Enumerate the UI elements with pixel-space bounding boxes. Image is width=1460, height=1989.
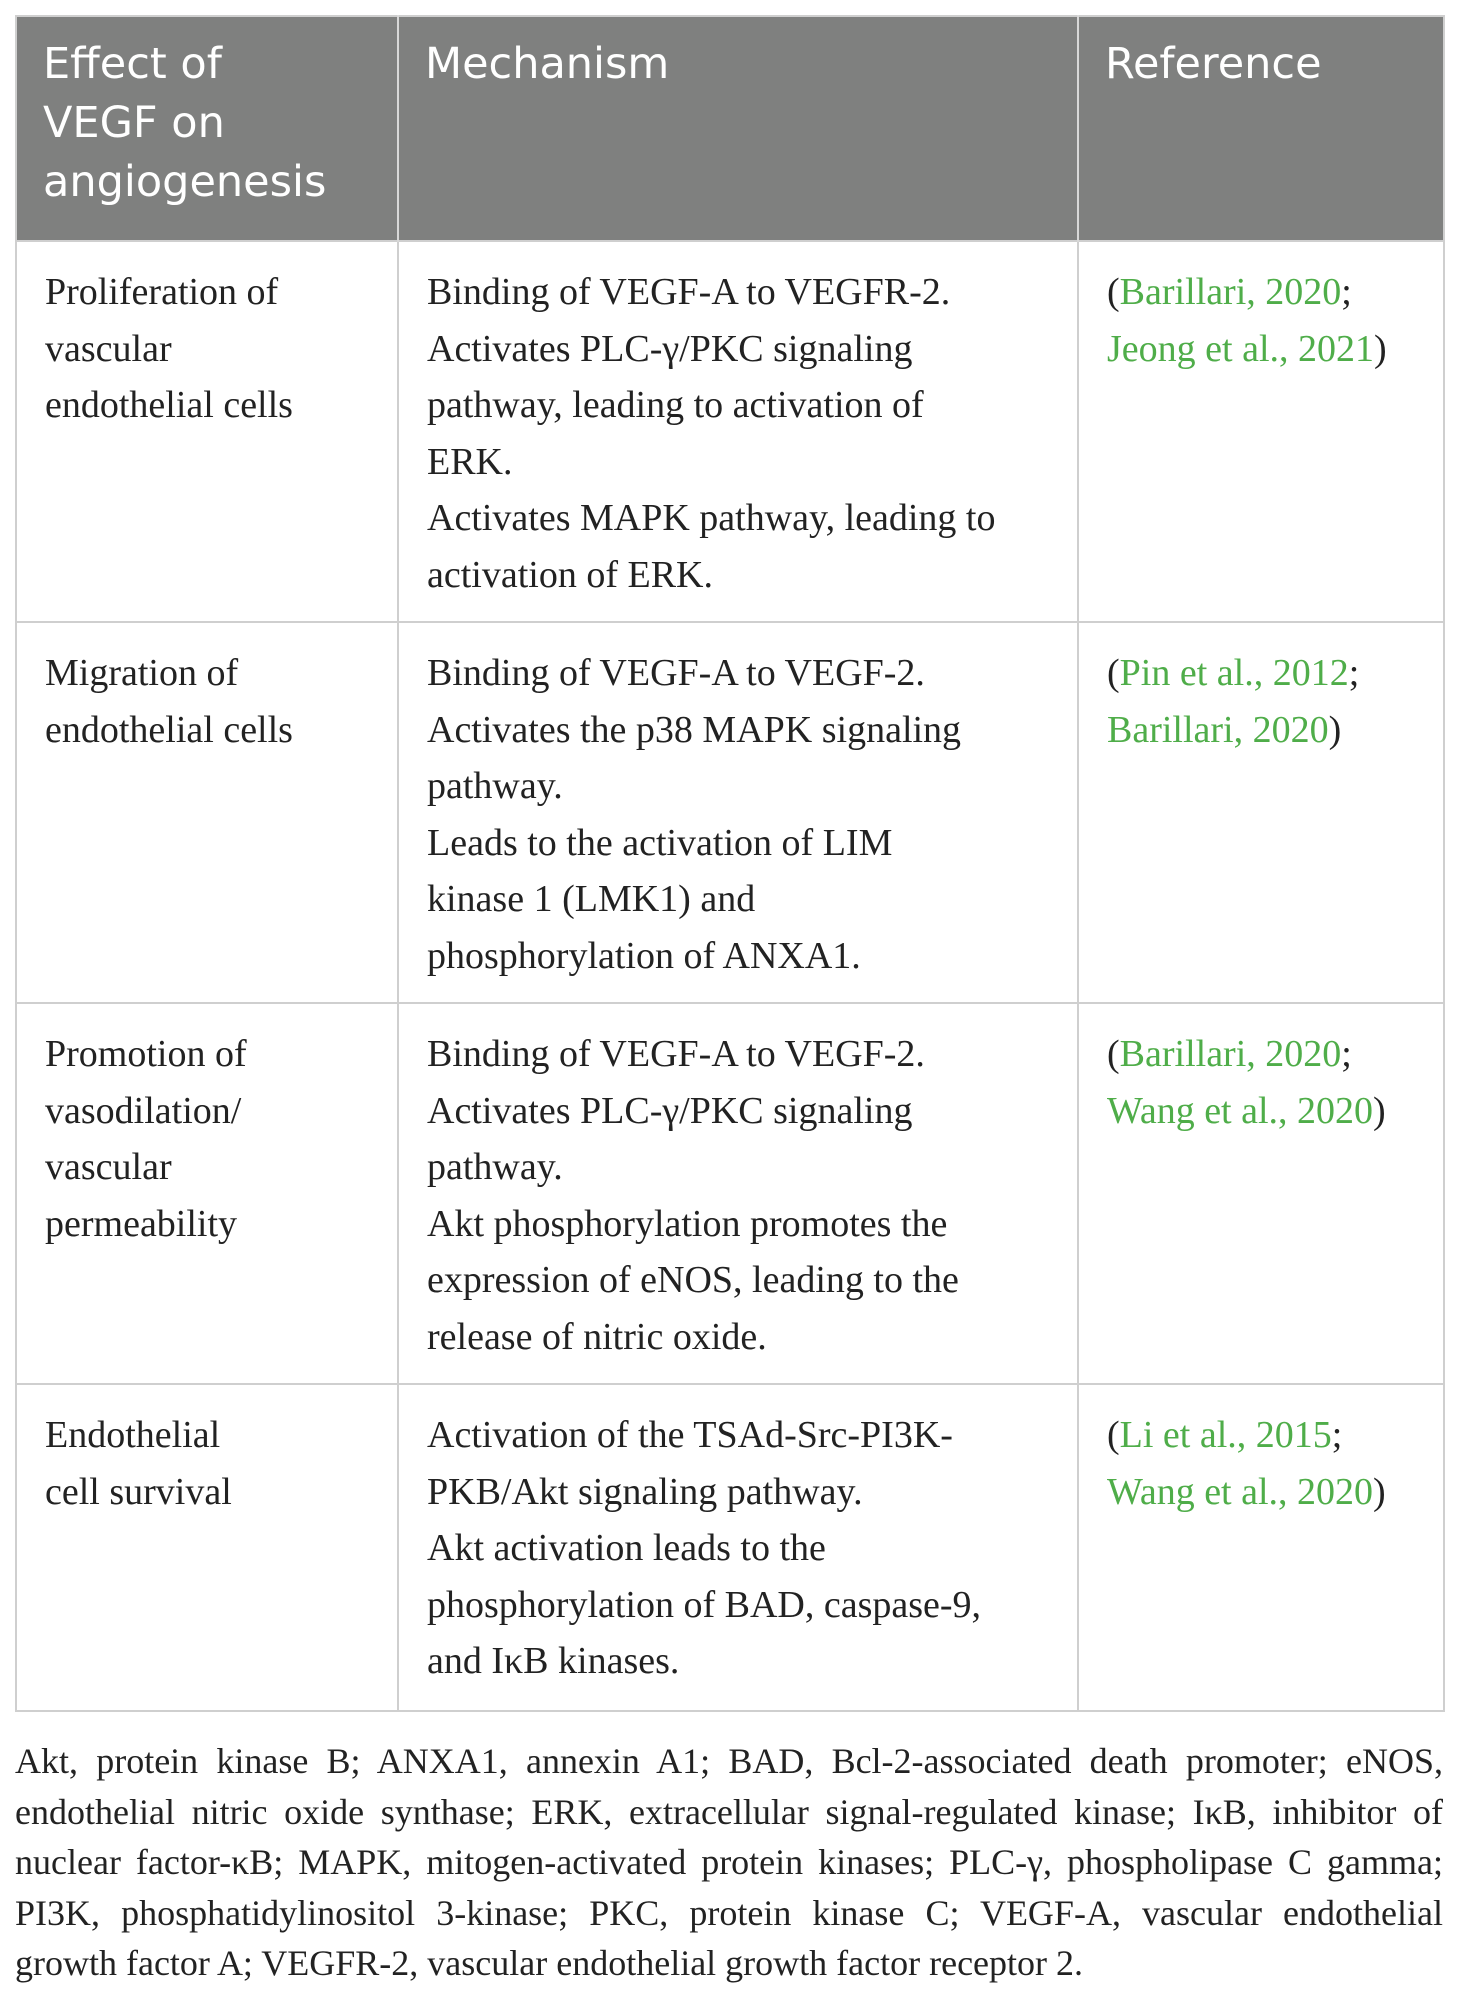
reference-close-paren: ) [1374, 327, 1387, 370]
reference-cell [1078, 1003, 1444, 1384]
reference-line [1107, 321, 1417, 378]
effect-line: Migration of [45, 652, 239, 694]
effect-line: Proliferation of [45, 271, 279, 313]
table-row [16, 622, 1444, 1003]
reference-link[interactable]: Pin et al., 2012 [1119, 652, 1349, 694]
mechanism-line: phosphorylation of BAD, caspase-9, [427, 1583, 982, 1626]
mechanism-line: Activates MAPK pathway, leading to [427, 497, 996, 539]
header-mechanism [398, 16, 1078, 241]
reference-open-paren: ( [1107, 652, 1120, 694]
header-reference-label: Reference [1105, 39, 1322, 89]
mechanism-line: phosphorylation of ANXA1. [427, 934, 861, 977]
table-row [16, 241, 1444, 622]
mechanism-cell [398, 622, 1078, 1003]
reference-open-paren: ( [1107, 1414, 1120, 1456]
table-row [16, 1384, 1444, 1711]
mechanism-line: Activates PLC-γ/PKC signaling [427, 327, 913, 370]
reference-line [1107, 1464, 1417, 1521]
mechanism-line: Akt activation leads to the [427, 1527, 826, 1569]
reference-separator: ; [1341, 271, 1352, 313]
reference-separator: ; [1341, 1033, 1352, 1075]
effect-line: vascular [45, 327, 172, 370]
effect-line: endothelial cells [45, 708, 293, 751]
mechanism-line: Binding of VEGF-A to VEGF-2. [427, 652, 925, 694]
header-effect [16, 16, 398, 241]
reference-open-paren: ( [1107, 1033, 1120, 1075]
effect-line: permeability [45, 1202, 238, 1245]
mechanism-line: PKB/Akt signaling pathway. [427, 1470, 863, 1513]
mechanism-line: Binding of VEGF-A to VEGFR-2. [427, 271, 951, 313]
reference-separator: ; [1331, 1414, 1343, 1456]
effect-line: vascular [45, 1146, 172, 1188]
reference-line [1107, 1083, 1417, 1140]
reference-open-paren: ( [1107, 271, 1120, 313]
effect-line: Endothelial [45, 1414, 221, 1456]
effect-cell [16, 241, 398, 622]
effect-line: endothelial cells [45, 384, 293, 426]
mechanism-line: pathway. [427, 765, 563, 807]
reference-link[interactable]: Li et al., 2015 [1119, 1414, 1332, 1456]
effect-line: cell survival [45, 1470, 232, 1513]
mechanism-line: Binding of VEGF-A to VEGF-2. [427, 1033, 925, 1075]
reference-line [1107, 645, 1417, 702]
mechanism-line: kinase 1 (LMK1) and [427, 878, 756, 920]
effect-line: Promotion of [45, 1033, 247, 1075]
reference-link[interactable]: Barillari, 2020 [1107, 708, 1329, 751]
mechanism-line: Activates PLC-γ/PKC signaling [427, 1089, 913, 1132]
effect-line: vasodilation/ [45, 1089, 242, 1132]
reference-close-paren: ) [1328, 708, 1342, 751]
mechanism-line: Akt phosphorylation promotes the [427, 1202, 948, 1245]
effect-cell [16, 1003, 398, 1384]
mechanism-line: Leads to the activation of LIM [427, 821, 893, 864]
table-header-row [16, 16, 1444, 241]
reference-line [1107, 1026, 1417, 1083]
reference-close-paren: ) [1373, 1470, 1386, 1513]
mechanism-line: Activation of the TSAd-Src-PI3K- [427, 1414, 953, 1456]
table-footnote: Akt, protein kinase B; ANXA1, annexin A1; BAD, Bcl-2-associated death promoter; eNOS, endothelial nitric oxide synthase; ERK, extracellular signal-regulated kinase; IκB, inhibitor of nuclear factor-κB; MAPK, mitogen-activated protein kinases; PLC-γ, phospholipase C gamma; PI3K, phosphatidylinositol 3-kinase; PKC, protein kinase C; VEGF-A, vascular endothelial growth factor A; VEGFR-2, vascular endothelial growth factor receptor 2. [15, 1741, 1443, 1983]
reference-link[interactable]: Jeong et al., 2021 [1107, 327, 1375, 370]
reference-line [1107, 702, 1417, 759]
reference-link[interactable]: Wang et al., 2020 [1107, 1470, 1374, 1513]
mechanism-line: activation of ERK. [427, 553, 713, 596]
reference-cell [1078, 241, 1444, 622]
reference-separator: ; [1348, 652, 1360, 694]
mechanism-line: Activates the p38 MAPK signaling [427, 708, 962, 751]
mechanism-line: pathway. [427, 1146, 563, 1188]
reference-line [1107, 264, 1417, 321]
effect-cell [16, 622, 398, 1003]
header-effect-line: angiogenesis [43, 157, 327, 207]
reference-close-paren: ) [1373, 1089, 1386, 1132]
reference-cell [1078, 622, 1444, 1003]
header-effect-line: Effect of [43, 39, 222, 89]
header-reference [1078, 16, 1444, 241]
mechanism-cell [398, 1384, 1078, 1711]
mechanism-line: ERK. [427, 440, 513, 483]
table-row [16, 1003, 1444, 1384]
mechanism-line: pathway, leading to activation of [427, 384, 924, 426]
mechanism-cell [398, 1003, 1078, 1384]
mechanism-line: expression of eNOS, leading to the [427, 1259, 959, 1301]
header-effect-line: VEGF on [43, 98, 225, 148]
vegf-angiogenesis-table [15, 15, 1445, 1712]
document [15, 15, 1443, 1989]
header-mechanism-label: Mechanism [425, 39, 670, 89]
reference-link[interactable]: Barillari, 2020 [1119, 271, 1342, 313]
reference-link[interactable]: Barillari, 2020 [1119, 1033, 1342, 1075]
mechanism-cell [398, 241, 1078, 622]
reference-line [1107, 1407, 1417, 1464]
reference-cell [1078, 1384, 1444, 1711]
mechanism-line: and IκB kinases. [427, 1640, 680, 1682]
effect-cell [16, 1384, 398, 1711]
mechanism-line: release of nitric oxide. [427, 1315, 767, 1358]
reference-link[interactable]: Wang et al., 2020 [1107, 1089, 1374, 1132]
